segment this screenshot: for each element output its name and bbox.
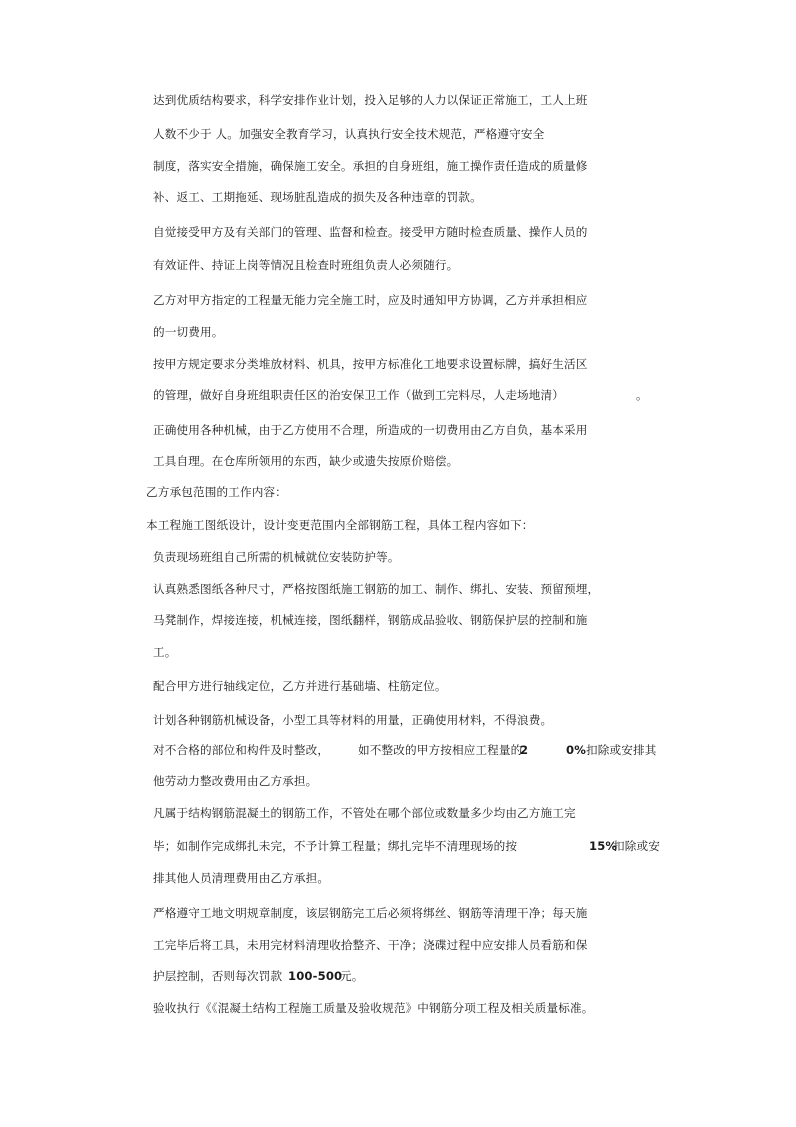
text-segment: 扣除或安 bbox=[613, 839, 660, 853]
text-line: 凡属于结构钢筋混凝土的钢筋工作，不管处在哪个部位或数量多少均由乙方施工完 bbox=[153, 806, 576, 820]
text-segment: 对不合格的部位和构件及时整改， bbox=[153, 743, 330, 757]
text-segment: 毕；如制作完成绑扎未完，不予计算工程量；绑扎完毕不清理现场的按 bbox=[153, 839, 518, 853]
text-line: 认真熟悉图纸各种尺寸，严格按图纸施工钢筋的加工、制作、绑扎、安装、预留预埋， bbox=[153, 582, 600, 596]
text-line: 自觉接受甲方及有关部门的管理、监督和检查。接受甲方随时检查质量、操作人员的 bbox=[153, 225, 588, 239]
text-segment: 扣除或安排其 bbox=[586, 743, 657, 757]
text-segment: 2 bbox=[520, 743, 529, 757]
text-line: 工完毕后将工具，未用完材料清理收拾整齐、干净；浇碟过程中应安排人员看筋和保 bbox=[153, 938, 588, 952]
text-line: 工。 bbox=[153, 645, 177, 659]
section-heading: 乙方承包范围的工作内容： bbox=[146, 485, 287, 499]
text-segment: 100-500 bbox=[288, 969, 343, 983]
text-line: 正确使用各种机械，由于乙方使用不合理，所造成的一切费用由乙方自负，基本采用 bbox=[153, 423, 588, 437]
text-segment: 元。 bbox=[340, 969, 364, 983]
text-segment: 护层控制，否则每次罚款 bbox=[153, 969, 283, 983]
text-line: 补、返工、工期拖延、现场脏乱造成的损失及各种违章的罚款。 bbox=[153, 190, 482, 204]
text-line: 人数不少于 人。加强安全教育学习，认真执行安全技术规范，严格遵守安全 bbox=[153, 127, 545, 141]
text-line: 排其他人员清理费用由乙方承担。 bbox=[153, 871, 330, 885]
text-line: 负责现场班组自己所需的机械就位安装防护等。 bbox=[153, 550, 400, 564]
text-line: 配合甲方进行轴线定位，乙方并进行基础墙、柱筋定位。 bbox=[153, 679, 447, 693]
text-line: 。 bbox=[636, 388, 648, 402]
text-line: 有效证件、持证上岗等情况且检查时班组负责人必须随行。 bbox=[153, 258, 459, 272]
text-line: 计划各种钢筋机械设备，小型工具等材料的用量，正确使用材料，不得浪费。 bbox=[153, 713, 553, 727]
text-line: 制度，落实安全措施，确保施工安全。承担的自身班组，施工操作责任造成的质量修 bbox=[153, 159, 588, 173]
text-line: 验收执行《《混凝土结构工程施工质量及验收规范》中钢筋分项工程及相关质量标准。 bbox=[153, 1001, 594, 1015]
text-line: 乙方对甲方指定的工程量无能力完全施工时，应及时通知甲方协调，乙方并承担相应 bbox=[153, 293, 588, 307]
text-line: 达到优质结构要求，科学安排作业计划，投入足够的人力以保证正常施工，工人上班 bbox=[153, 93, 588, 107]
text-line: 按甲方规定要求分类堆放材料、机具，按甲方标准化工地要求设置标牌，搞好生活区 bbox=[153, 357, 588, 371]
text-line: 马凳制作，焊接连接，机械连接，图纸翻样，钢筋成品验收、钢筋保护层的控制和施 bbox=[153, 613, 588, 627]
text-line: 工具自理。在仓库所领用的东西，缺少或遗失按原价赔偿。 bbox=[153, 454, 459, 468]
text-line: 的管理，做好自身班组职责任区的治安保卫工作（做到工完料尽，人走场地清） bbox=[153, 388, 565, 402]
text-segment: 15% bbox=[589, 839, 618, 853]
text-line: 严格遵守工地文明规章制度，该层钢筋完工后必须将绑丝、钢筋等清理干净；每天施 bbox=[153, 906, 588, 920]
text-line: 的一切费用。 bbox=[153, 325, 224, 339]
text-line: 他劳动力整改费用由乙方承担。 bbox=[153, 774, 318, 788]
text-segment: 0% bbox=[566, 743, 586, 757]
text-segment: 如不整改的甲方按相应工程量的 bbox=[358, 743, 523, 757]
text-line: 本工程施工图纸设计，设计变更范围内全部钢筋工程，具体工程内容如下： bbox=[146, 518, 534, 532]
